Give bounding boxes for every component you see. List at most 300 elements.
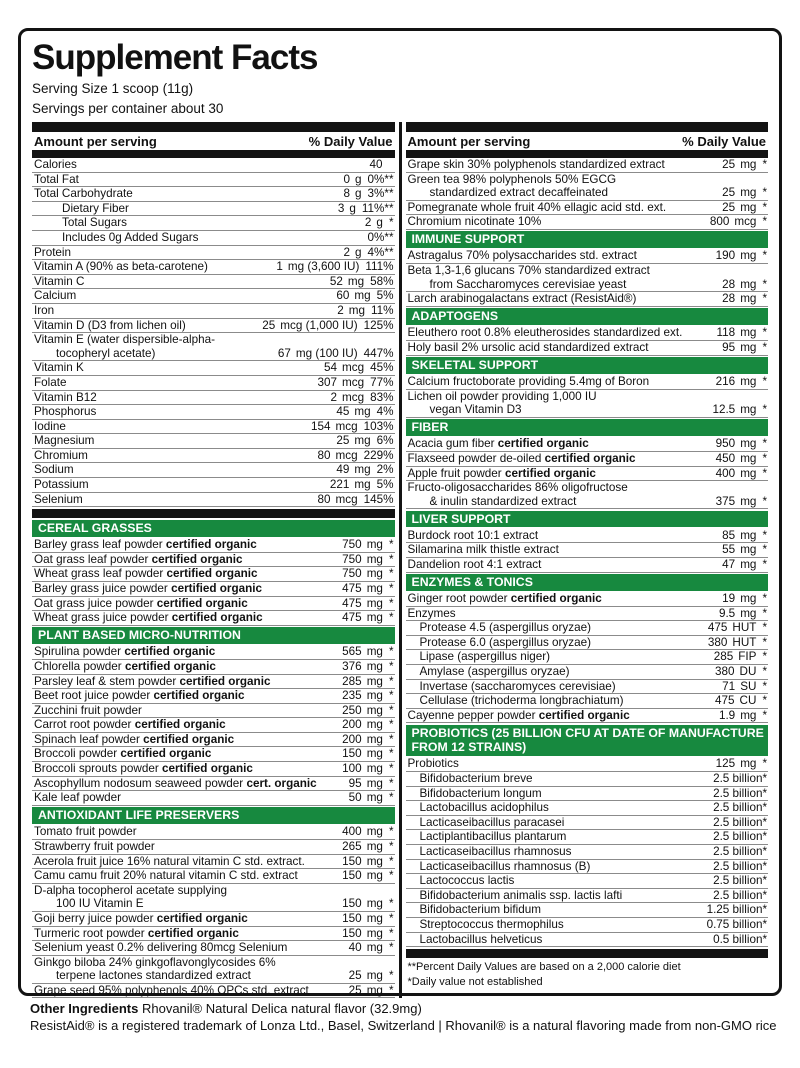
daily-value: * — [388, 791, 394, 805]
amount-unit: mg — [740, 557, 757, 571]
daily-value: * — [762, 277, 767, 291]
ingredient-name: Cellulase (trichoderma longbrachiatum) — [419, 694, 624, 708]
nutrient-row — [32, 538, 395, 553]
daily-value: * — [762, 340, 767, 354]
amount-number: 3 — [337, 201, 345, 215]
daily-value: * — [388, 897, 394, 911]
other-ingredients-text: Rhovanil® Natural Delica natural flavor (32.9mg) — [138, 1001, 422, 1016]
amount-number: 67 — [277, 346, 291, 360]
ingredient-name: Barley grass leaf powder certified organic — [34, 538, 257, 552]
nutrient-row — [32, 434, 395, 449]
ingredient-name-bold: certified organic — [151, 552, 243, 566]
daily-value: * — [762, 292, 767, 306]
ingredient-name: Includes 0g Added Sugars — [62, 230, 199, 244]
nutrient-row-line2 — [32, 969, 395, 984]
amount-value: 2.5 billion* — [713, 830, 767, 844]
ingredient-name: Lacticaseibacillus rhamnosus — [419, 844, 572, 858]
supplement-facts-panel — [18, 28, 782, 996]
nutrient-row — [32, 777, 395, 792]
ingredient-name: Pomegranate whole fruit 40% ellagic acid std. ext. — [407, 200, 667, 214]
amount-unit: mg — [366, 839, 383, 853]
ingredient-name: Spirulina powder certified organic — [34, 645, 216, 659]
daily-value: * — [762, 665, 767, 679]
daily-value: * — [388, 552, 394, 566]
daily-value: * — [388, 645, 394, 659]
amount-number: 12.5 — [712, 403, 736, 417]
ingredient-name: Chromium nicotinate 10% — [407, 215, 542, 229]
ingredient-name-bold: certified organic — [179, 674, 271, 688]
amount-unit: mcg — [342, 390, 365, 404]
nutrient-row — [406, 787, 769, 802]
daily-value: * — [388, 983, 394, 997]
ingredient-name: Eleuthero root 0.8% eleutherosides standardized ext. — [407, 326, 683, 340]
nutrient-row — [406, 772, 769, 787]
amount-number: 400 — [715, 466, 736, 480]
ingredient-name: Beet root juice powder certified organic — [34, 689, 245, 703]
ingredient-name-bold: certified organic — [161, 762, 253, 776]
nutrient-row-line1 — [406, 264, 769, 278]
right-column — [406, 122, 769, 998]
amount-unit: mg — [740, 543, 757, 557]
amount-number: 475 — [715, 694, 735, 708]
daily-value: * — [762, 249, 767, 263]
ingredient-name: Cayenne pepper powder certified organic — [407, 708, 630, 722]
nutrient-row — [406, 543, 769, 558]
amount-unit: mcg — [342, 361, 365, 375]
daily-value: * — [762, 557, 767, 571]
nutrient-row — [32, 333, 395, 361]
amount-unit: mg — [366, 911, 383, 925]
nutrient-row — [406, 173, 769, 201]
ingredient-name: Ginkgo biloba 24% ginkgoflavonglycosides 6% — [34, 955, 276, 969]
amount-value: 2.5 billion* — [713, 772, 767, 785]
amount-number: 150 — [342, 854, 362, 868]
amount-number: 25 — [348, 969, 362, 983]
nutrient-row-line1 — [32, 884, 395, 898]
footnote: *Daily value not established — [407, 975, 543, 988]
section-header: ANTIOXIDANT LIFE PRESERVERS — [32, 807, 395, 824]
nutrient-row — [32, 420, 395, 435]
nutrient-row-line1 — [406, 390, 769, 404]
nutrient-row — [32, 984, 395, 999]
trademark-note: ResistAid® is a registered trademark of Lonza Ltd., Basel, Switzerland | Rhovanil® is a natural flavoring made from non-GMO rice — [30, 1017, 777, 1033]
amount-number: 450 — [715, 451, 736, 465]
nutrient-row — [32, 553, 395, 568]
amount-number: 2 — [343, 245, 350, 259]
nutrient-row — [32, 246, 395, 261]
nutrient-row — [32, 718, 395, 733]
nutrient-row — [32, 675, 395, 690]
daily-value-header: % Daily Value — [308, 134, 393, 149]
daily-value: * — [762, 543, 767, 557]
nutrient-row — [32, 391, 395, 406]
amount-unit: mg — [348, 303, 365, 317]
daily-value: 3%** — [367, 187, 394, 201]
daily-value: * — [388, 611, 394, 625]
nutrient-row — [406, 621, 769, 636]
daily-value: * — [388, 567, 394, 581]
amount-number: 55 — [722, 543, 736, 557]
nutrient-row — [406, 375, 769, 390]
nutrient-row — [406, 933, 769, 948]
daily-value: * — [762, 326, 767, 340]
ingredient-name: Wheat grass leaf powder certified organic — [34, 567, 258, 581]
daily-value: 0%** — [367, 172, 394, 186]
amount-number: 118 — [716, 326, 736, 340]
amount-unit: CU — [739, 694, 757, 708]
amount-unit: DU — [739, 665, 757, 679]
ingredient-name: Protease 6.0 (aspergillus oryzae) — [419, 635, 592, 649]
amount-number: 475 — [707, 621, 728, 635]
daily-value-header: % Daily Value — [682, 134, 766, 149]
amount-unit: mcg — [335, 448, 358, 462]
daily-value: * — [762, 757, 767, 771]
nutrient-row — [406, 390, 769, 418]
daily-value: * — [388, 969, 394, 983]
amount-unit: mg — [740, 375, 757, 389]
nutrient-row — [32, 158, 395, 173]
ingredient-name-bold: certified organic — [510, 592, 602, 606]
nutrient-row — [32, 840, 395, 855]
amount-number: 750 — [342, 567, 362, 581]
ingredient-name: Probiotics — [407, 757, 459, 771]
section-header: LIVER SUPPORT — [406, 511, 769, 528]
ingredient-name: Oat grass juice powder certified organic — [34, 596, 248, 610]
ingredient-name: Larch arabinogalactans extract (ResistAid®) — [407, 292, 637, 306]
ingredient-name: Lacticaseibacillus rhamnosus (B) — [419, 859, 591, 873]
ingredient-name: Dietary Fiber — [62, 201, 129, 215]
ingredient-name: Magnesium — [34, 434, 95, 448]
amount-unit: mg — [366, 596, 383, 610]
nutrient-row — [32, 884, 395, 912]
amount-value: 2.5 billion* — [713, 888, 767, 902]
amount-number: 190 — [715, 249, 736, 263]
ingredient-name: Apple fruit powder certified organic — [407, 466, 596, 480]
ingredient-name: Strawberry fruit powder — [34, 839, 155, 853]
amount-unit: mcg — [342, 375, 365, 389]
daily-value: 4% — [376, 405, 394, 419]
nutrient-row — [406, 249, 769, 264]
nutrient-row — [32, 173, 395, 188]
ingredient-name: Vitamin K — [34, 361, 84, 375]
amount-unit: HUT — [732, 635, 757, 649]
daily-value: * — [762, 186, 767, 200]
amount-number: 49 — [336, 463, 350, 477]
amount-number: 2 — [330, 390, 337, 404]
daily-value: * — [762, 437, 767, 451]
daily-value: 2% — [376, 463, 394, 477]
nutrient-row — [406, 757, 769, 772]
amount-unit: mg — [740, 494, 757, 508]
ingredient-name: Bifidobacterium bifidum — [419, 903, 541, 917]
amount-number: 0 — [343, 172, 350, 186]
amount-unit: mcg (1,000 IU) — [280, 318, 358, 332]
daily-value: 11% — [370, 303, 394, 317]
amount-value: 2.5 billion* — [713, 801, 767, 815]
nutrient-row — [406, 801, 769, 816]
daily-value: * — [388, 854, 394, 868]
nutrient-row — [32, 319, 395, 334]
daily-value: * — [388, 732, 394, 746]
amount-unit: mg — [740, 158, 757, 171]
nutrient-row — [32, 597, 395, 612]
amount-value: 2.5 billion* — [713, 815, 767, 829]
amount-number: 47 — [722, 557, 736, 571]
ingredient-name: standardized extract decaffeinated — [429, 186, 608, 200]
ingredient-name-bold: cert. organic — [246, 776, 317, 790]
ingredient-name: Total Carbohydrate — [34, 187, 133, 201]
ingredient-name: Chromium — [34, 448, 88, 462]
nutrient-row — [32, 304, 395, 319]
amount-number: 950 — [715, 437, 736, 451]
nutrient-row — [406, 467, 769, 482]
ingredient-name-bold: certified organic — [171, 582, 263, 596]
daily-value: * — [762, 200, 767, 214]
nutrient-row — [406, 665, 769, 680]
daily-value: * — [388, 674, 394, 688]
ingredient-name: tocopheryl acetate) — [56, 346, 156, 360]
nutrient-row — [32, 660, 395, 675]
ingredient-name: Lactiplantibacillus plantarum — [419, 830, 567, 844]
nutrient-row — [406, 816, 769, 831]
amount-number: 235 — [342, 689, 362, 703]
daily-value: 145% — [363, 492, 394, 506]
facts-columns — [32, 122, 768, 998]
nutrient-row-line2 — [406, 278, 769, 293]
daily-value: * — [388, 747, 394, 761]
daily-value: * — [762, 375, 767, 389]
amount-header: Amount per serving — [407, 134, 531, 149]
ingredient-name: Zucchini fruit powder — [34, 703, 142, 717]
ingredient-name: & inulin standardized extract — [429, 494, 577, 508]
ingredient-name: Beta 1,3-1,6 glucans 70% standardized extract — [407, 264, 650, 278]
daily-value: * — [762, 679, 767, 693]
left-column — [32, 122, 395, 998]
ingredient-name: Holy basil 2% ursolic acid standardized extract — [407, 340, 649, 354]
nutrient-row — [32, 689, 395, 704]
daily-value: 58% — [370, 274, 394, 288]
daily-value: * — [388, 659, 394, 673]
ingredient-name: Iodine — [34, 419, 66, 433]
amount-unit: mg — [740, 708, 757, 722]
ingredient-name: Iron — [34, 303, 55, 317]
nutrient-row — [32, 216, 395, 231]
ingredient-name: Oat grass leaf powder certified organic — [34, 552, 243, 566]
ingredient-name: Wheat grass juice powder certified organic — [34, 611, 263, 625]
separator-bar — [32, 150, 395, 158]
footnote: **Percent Daily Values are based on a 2,000 calorie diet — [407, 961, 681, 974]
ingredient-name: Ginger root powder certified organic — [407, 592, 602, 606]
nutrient-row — [32, 405, 395, 420]
amount-unit: mg — [366, 926, 383, 940]
amount-unit: mg — [366, 791, 383, 805]
amount-value: 0.75 billion* — [706, 917, 767, 931]
ingredient-name: Grape skin 30% polyphenols standardized extract — [407, 158, 665, 171]
daily-value: * — [388, 216, 394, 230]
amount-number: 25 — [722, 200, 736, 214]
amount-unit: HUT — [732, 621, 757, 635]
nutrient-row — [406, 650, 769, 665]
nutrient-row — [32, 463, 395, 478]
amount-number: 475 — [342, 611, 362, 625]
amount-unit: mg — [740, 466, 757, 480]
daily-value: * — [762, 621, 767, 635]
ingredient-name: 100 IU Vitamin E — [56, 897, 144, 911]
nutrient-row — [406, 607, 769, 622]
daily-value: 111% — [365, 260, 394, 274]
ingredient-name: Kale leaf powder — [34, 791, 122, 805]
nutrient-row — [406, 529, 769, 544]
ingredient-name-bold: certified organic — [143, 732, 235, 746]
nutrient-row — [32, 361, 395, 376]
amount-number: 285 — [713, 650, 734, 664]
amount-unit: mg — [366, 762, 383, 776]
amount-value: 1.25 billion* — [706, 903, 767, 917]
ingredient-name-bold: certified organic — [147, 926, 239, 940]
nutrient-row — [406, 918, 769, 933]
amount-unit: mg — [347, 274, 365, 288]
amount-unit: mcg — [335, 492, 358, 506]
amount-unit: mcg — [734, 215, 757, 229]
daily-value: 11%** — [361, 201, 394, 215]
amount-unit: mg — [740, 403, 757, 417]
daily-value: * — [388, 582, 394, 596]
daily-value: 83% — [370, 390, 394, 404]
nutrient-row — [406, 636, 769, 651]
daily-value: 4%** — [367, 245, 394, 259]
other-ingredients-label: Other Ingredients — [30, 1001, 139, 1016]
ingredient-name-bold: certified organic — [538, 708, 630, 722]
ingredient-name: Folate — [34, 375, 67, 389]
amount-number: 750 — [342, 552, 362, 566]
nutrient-row — [406, 215, 769, 230]
amount-unit: mg — [366, 567, 383, 581]
nutrient-row-line1 — [406, 173, 769, 187]
amount-value: 2.5 billion* — [713, 786, 767, 800]
nutrient-row — [406, 874, 769, 889]
nutrient-row — [32, 855, 395, 870]
amount-unit: g — [376, 216, 383, 230]
amount-unit: mg — [366, 552, 383, 566]
nutrient-row — [32, 289, 395, 304]
ingredient-name: terpene lactones standardized extract — [56, 969, 251, 983]
amount-number: 200 — [342, 718, 362, 732]
ingredient-name: Acerola fruit juice 16% natural vitamin C std. extract. — [34, 854, 305, 868]
amount-number: 2 — [364, 216, 372, 230]
ingredient-name-bold: certified organic — [124, 645, 216, 659]
amount-number: 25 — [348, 983, 362, 997]
ingredient-name: Total Fat — [34, 172, 79, 186]
amount-unit: mg — [740, 757, 757, 771]
ingredient-name: Calcium fructoborate providing 5.4mg of Boron — [407, 375, 650, 389]
ingredient-name: Vitamin B12 — [34, 390, 97, 404]
daily-value: * — [762, 606, 767, 620]
section-header: IMMUNE SUPPORT — [406, 231, 769, 248]
amount-unit: mg — [740, 326, 757, 340]
ingredient-name: Camu camu fruit 20% natural vitamin C std. extract — [34, 869, 298, 883]
daily-value: * — [388, 689, 394, 703]
amount-unit: mg — [366, 689, 383, 703]
nutrient-row — [32, 733, 395, 748]
separator-bar — [406, 122, 769, 132]
ingredient-name: Calcium — [34, 289, 77, 303]
daily-value: * — [762, 466, 767, 480]
amount-unit: mg — [366, 674, 383, 688]
ingredient-name-bold: certified organic — [134, 718, 226, 732]
amount-unit: mg — [366, 538, 383, 552]
amount-unit: mg — [354, 405, 371, 419]
nutrient-row — [32, 493, 395, 508]
ingredient-name: Lacticaseibacillus paracasei — [419, 815, 565, 829]
daily-value: * — [762, 215, 767, 229]
amount-number: 376 — [342, 659, 362, 673]
ingredient-name-bold: certified organic — [165, 538, 257, 552]
nutrient-row — [406, 264, 769, 292]
nutrient-row — [406, 158, 769, 173]
daily-value: * — [762, 494, 767, 508]
amount-unit: mg — [366, 611, 383, 625]
amount-unit: mg — [740, 292, 757, 306]
ingredient-name-bold: certified organic — [504, 466, 596, 480]
nutrient-row — [32, 231, 395, 246]
ingredient-name: vegan Vitamin D3 — [429, 403, 522, 417]
nutrient-row — [32, 791, 395, 806]
amount-number: 80 — [317, 492, 331, 506]
nutrient-row — [406, 201, 769, 216]
nutrient-row-line2 — [406, 186, 769, 201]
ingredient-name-bold: certified organic — [124, 659, 216, 673]
amount-number: 750 — [342, 538, 362, 552]
daily-value: * — [388, 869, 394, 883]
nutrient-row — [32, 202, 395, 217]
daily-value: * — [388, 776, 394, 790]
amount-unit: mg — [366, 732, 383, 746]
column-divider — [399, 122, 402, 998]
nutrient-row — [406, 694, 769, 709]
amount-value: 2.5 billion* — [713, 844, 767, 858]
amount-number: 2 — [337, 303, 344, 317]
ingredient-name: Acacia gum fiber certified organic — [407, 437, 589, 451]
nutrient-row — [406, 326, 769, 341]
amount-number: 375 — [715, 494, 736, 508]
nutrient-row-line2 — [32, 347, 395, 362]
separator-bar — [406, 949, 769, 958]
other-ingredients — [30, 1001, 782, 1018]
amount-number: 221 — [329, 478, 350, 492]
nutrient-row — [32, 645, 395, 660]
section-header: CEREAL GRASSES — [32, 520, 395, 537]
amount-unit: mg — [740, 606, 757, 620]
amount-number: 52 — [329, 274, 343, 288]
nutrient-row — [32, 376, 395, 391]
amount-number: 50 — [348, 791, 362, 805]
nutrient-row — [32, 956, 395, 984]
ingredient-name: Potassium — [34, 478, 89, 492]
ingredient-name: Vitamin E (water dispersible-alpha- — [34, 333, 216, 347]
amount-unit: mg — [740, 249, 757, 263]
ingredient-name: Invertase (saccharomyces cerevisiae) — [419, 679, 616, 693]
ingredient-name: Barley grass juice powder certified organic — [34, 582, 263, 596]
ingredient-name: Vitamin D (D3 from lichen oil) — [34, 318, 186, 332]
amount-number: 80 — [317, 448, 331, 462]
ingredient-name: Green tea 98% polyphenols 50% EGCG — [407, 172, 617, 186]
right-column-header — [406, 132, 769, 150]
daily-value: * — [762, 635, 767, 649]
amount-unit: mg — [366, 941, 383, 955]
section-header: PLANT BASED MICRO-NUTRITION — [32, 627, 395, 644]
ingredient-name: Lactobacillus helveticus — [419, 932, 543, 946]
nutrient-row — [406, 558, 769, 573]
